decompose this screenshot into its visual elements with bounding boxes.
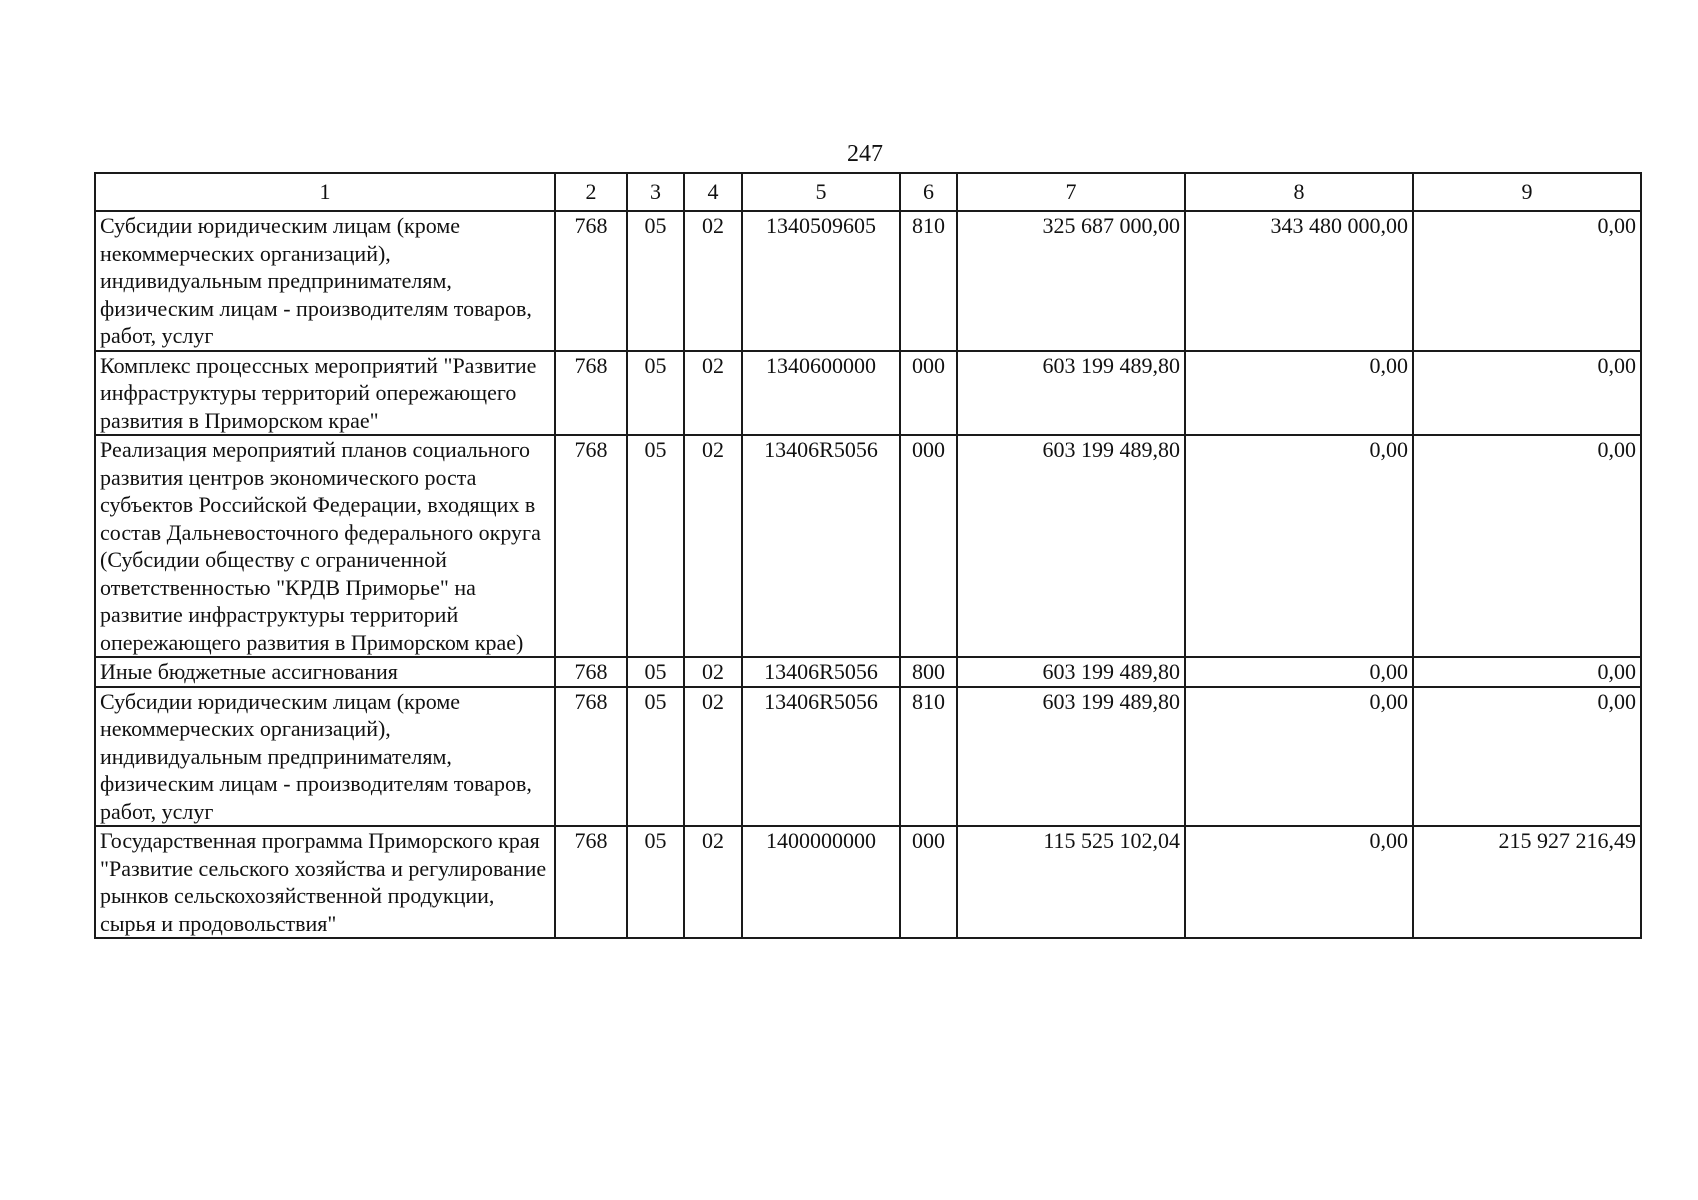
column-header: 7 bbox=[957, 173, 1185, 211]
expense-type-code: 810 bbox=[900, 687, 957, 827]
budget-table bbox=[94, 172, 1642, 939]
subsection-code: 02 bbox=[684, 435, 742, 657]
section-code: 05 bbox=[627, 657, 684, 687]
section-code: 05 bbox=[627, 211, 684, 351]
subsection-code: 02 bbox=[684, 687, 742, 827]
amount-col9: 215 927 216,49 bbox=[1413, 826, 1641, 938]
row-description: Реализация мероприятий планов социального развития центров экономического роста субъектов Российской Федерации, входящих в состав Дальневосточного федерального округа (Субсидии обществу с ограниченной ответственностью "КРДВ Приморье" на развитие инфраструктуры территорий опережающего развития в Приморском крае) bbox=[95, 435, 555, 657]
amount-col8: 0,00 bbox=[1185, 687, 1413, 827]
table-row bbox=[95, 351, 1641, 436]
amount-col8: 0,00 bbox=[1185, 435, 1413, 657]
amount-col9: 0,00 bbox=[1413, 657, 1641, 687]
amount-col9: 0,00 bbox=[1413, 211, 1641, 351]
page-number: 247 bbox=[847, 141, 883, 167]
subsection-code: 02 bbox=[684, 826, 742, 938]
amount-col8: 0,00 bbox=[1185, 351, 1413, 436]
column-header: 8 bbox=[1185, 173, 1413, 211]
target-article-code: 13406R5056 bbox=[742, 687, 900, 827]
expense-type-code: 800 bbox=[900, 657, 957, 687]
ministry-code: 768 bbox=[555, 211, 627, 351]
table-row bbox=[95, 687, 1641, 827]
row-description: Комплекс процессных мероприятий "Развитие инфраструктуры территорий опережающего развития в Приморском крае" bbox=[95, 351, 555, 436]
column-header: 1 bbox=[95, 173, 555, 211]
amount-col7: 603 199 489,80 bbox=[957, 435, 1185, 657]
amount-col7: 603 199 489,80 bbox=[957, 687, 1185, 827]
target-article-code: 13406R5056 bbox=[742, 435, 900, 657]
row-description: Субсидии юридическим лицам (кроме некоммерческих организаций), индивидуальным предпринимателям, физическим лицам - производителям товаров, работ, услуг bbox=[95, 211, 555, 351]
expense-type-code: 810 bbox=[900, 211, 957, 351]
table-row bbox=[95, 435, 1641, 657]
section-code: 05 bbox=[627, 435, 684, 657]
amount-col9: 0,00 bbox=[1413, 435, 1641, 657]
ministry-code: 768 bbox=[555, 826, 627, 938]
amount-col7: 603 199 489,80 bbox=[957, 351, 1185, 436]
subsection-code: 02 bbox=[684, 657, 742, 687]
table-row bbox=[95, 657, 1641, 687]
column-numbers-row bbox=[95, 173, 1641, 211]
table-row bbox=[95, 211, 1641, 351]
section-code: 05 bbox=[627, 826, 684, 938]
row-description: Субсидии юридическим лицам (кроме некоммерческих организаций), индивидуальным предпринимателям, физическим лицам - производителям товаров, работ, услуг bbox=[95, 687, 555, 827]
subsection-code: 02 bbox=[684, 351, 742, 436]
ministry-code: 768 bbox=[555, 351, 627, 436]
ministry-code: 768 bbox=[555, 435, 627, 657]
expense-type-code: 000 bbox=[900, 351, 957, 436]
section-code: 05 bbox=[627, 351, 684, 436]
amount-col7: 603 199 489,80 bbox=[957, 657, 1185, 687]
column-header: 3 bbox=[627, 173, 684, 211]
column-header: 5 bbox=[742, 173, 900, 211]
target-article-code: 13406R5056 bbox=[742, 657, 900, 687]
amount-col9: 0,00 bbox=[1413, 687, 1641, 827]
row-description: Государственная программа Приморского края "Развитие сельского хозяйства и регулирование рынков сельскохозяйственной продукции, сырья и продовольствия" bbox=[95, 826, 555, 938]
target-article-code: 1340509605 bbox=[742, 211, 900, 351]
section-code: 05 bbox=[627, 687, 684, 827]
amount-col8: 343 480 000,00 bbox=[1185, 211, 1413, 351]
ministry-code: 768 bbox=[555, 687, 627, 827]
row-description: Иные бюджетные ассигнования bbox=[95, 657, 555, 687]
amount-col7: 325 687 000,00 bbox=[957, 211, 1185, 351]
amount-col7: 115 525 102,04 bbox=[957, 826, 1185, 938]
column-header: 6 bbox=[900, 173, 957, 211]
amount-col8: 0,00 bbox=[1185, 657, 1413, 687]
ministry-code: 768 bbox=[555, 657, 627, 687]
table-row bbox=[95, 826, 1641, 938]
column-header: 4 bbox=[684, 173, 742, 211]
subsection-code: 02 bbox=[684, 211, 742, 351]
expense-type-code: 000 bbox=[900, 826, 957, 938]
amount-col9: 0,00 bbox=[1413, 351, 1641, 436]
column-header: 9 bbox=[1413, 173, 1641, 211]
amount-col8: 0,00 bbox=[1185, 826, 1413, 938]
target-article-code: 1340600000 bbox=[742, 351, 900, 436]
column-header: 2 bbox=[555, 173, 627, 211]
expense-type-code: 000 bbox=[900, 435, 957, 657]
target-article-code: 1400000000 bbox=[742, 826, 900, 938]
